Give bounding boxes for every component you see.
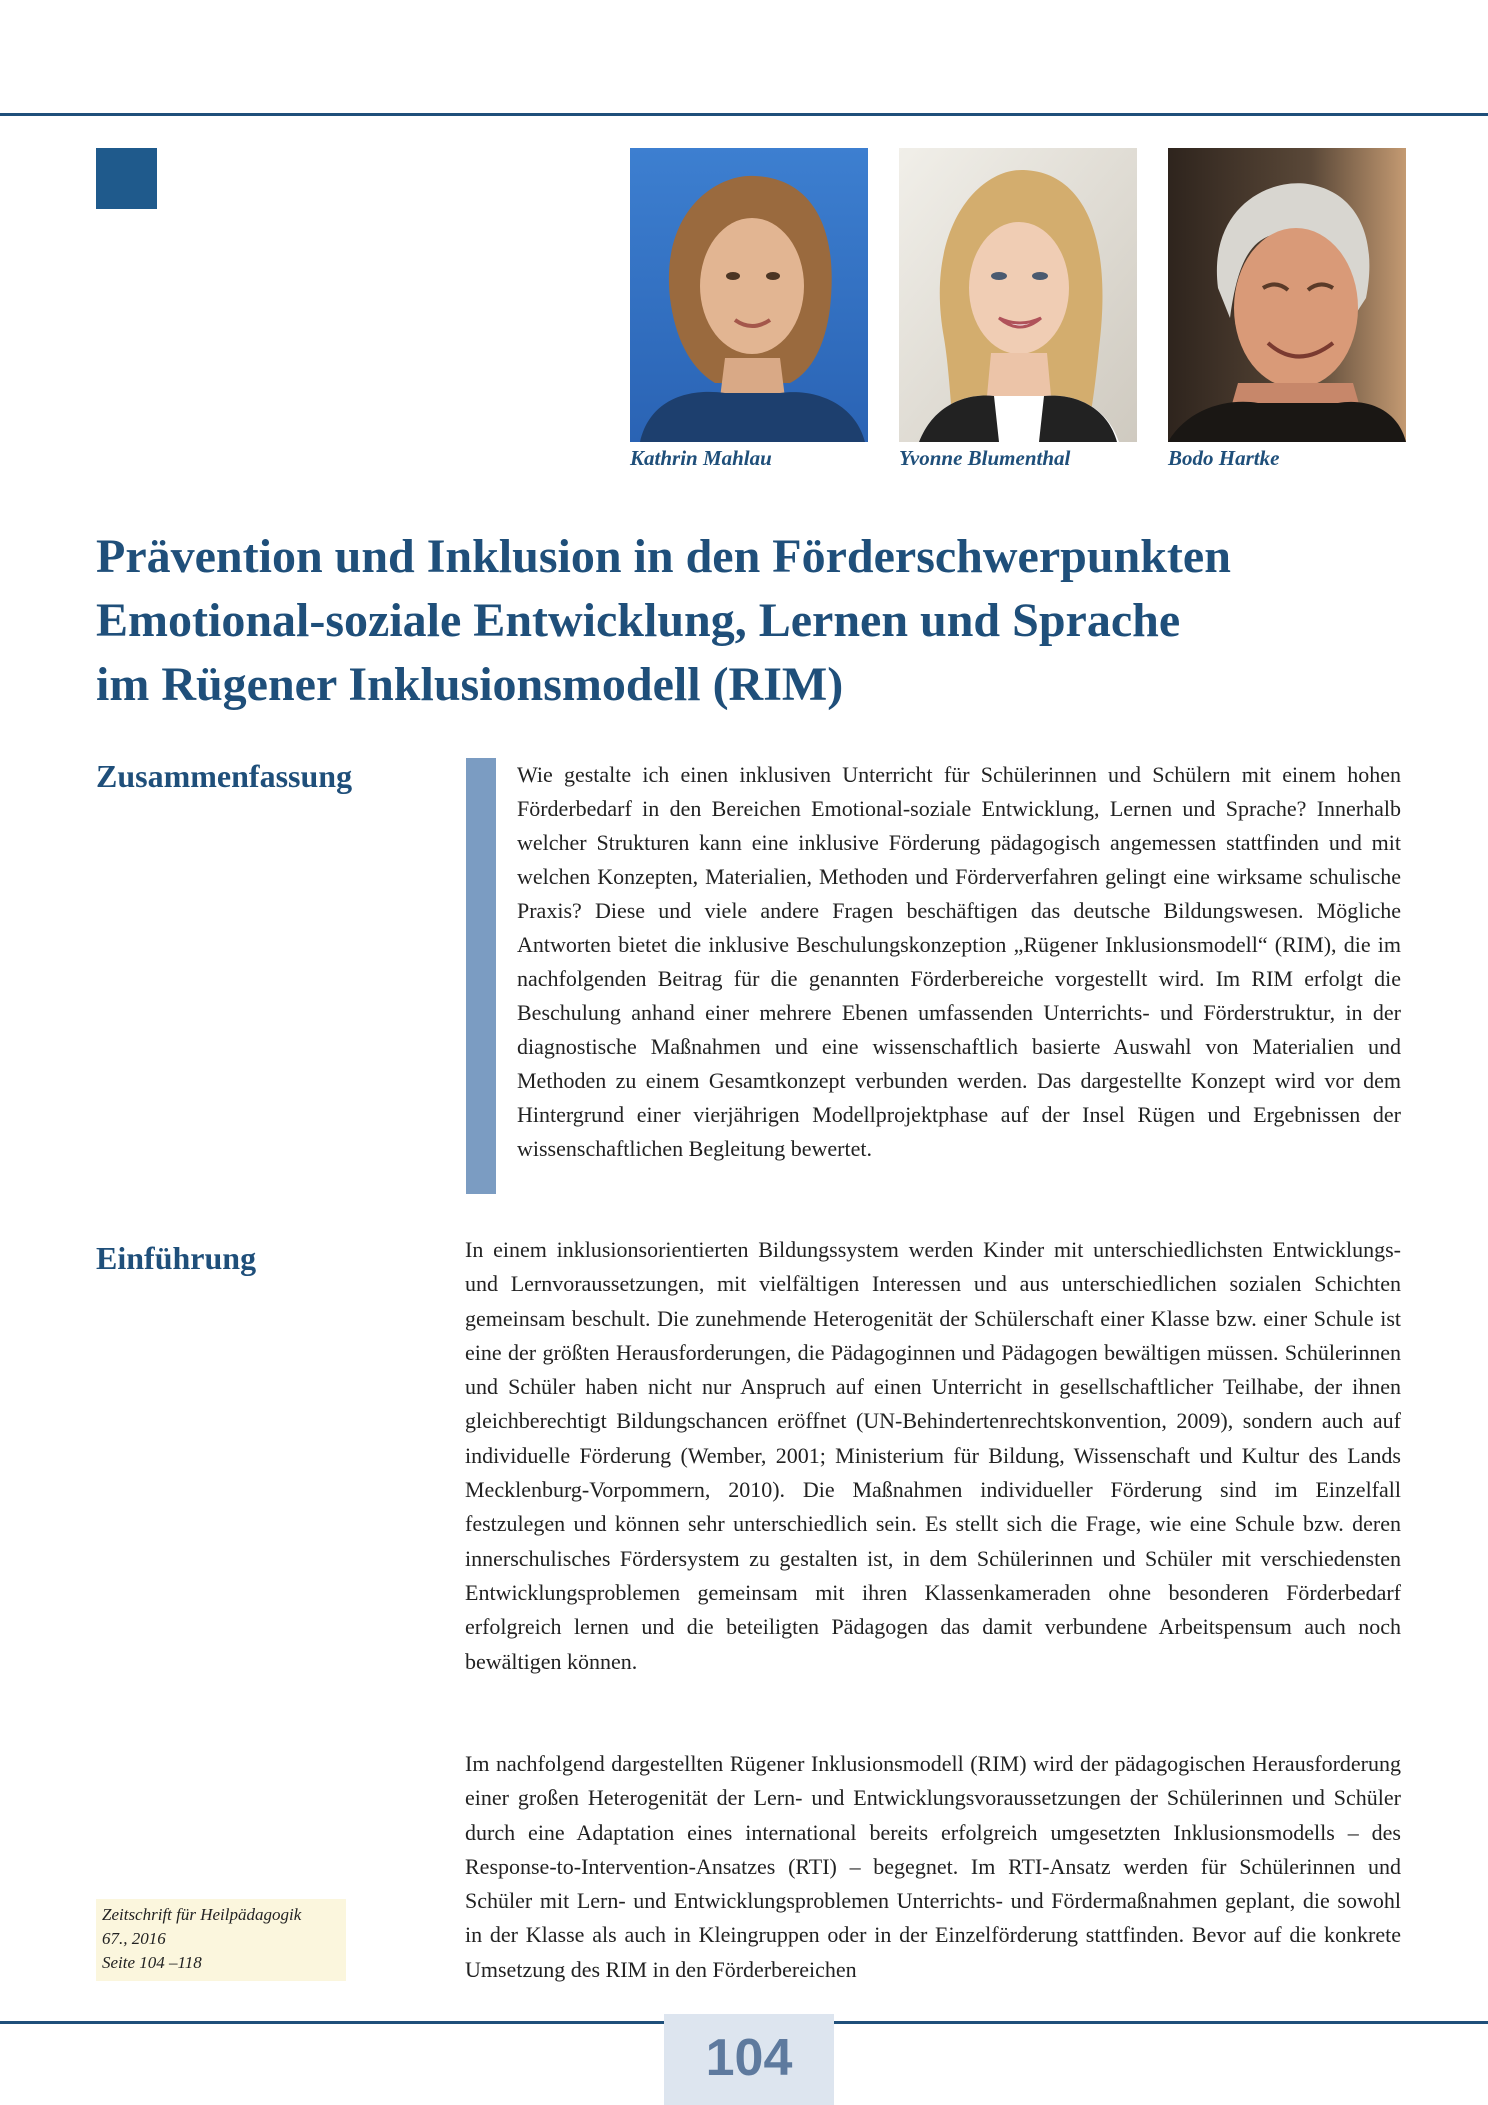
author-photo <box>899 148 1137 442</box>
intro-paragraph-1: In einem inklusionsorientierten Bildungssystem werden Kinder mit unterschiedlichsten Entwicklungs- und Lernvoraussetzungen, mit vielfältigen Interessen und aus unterschiedlichen sozialen Schichten gemeinsam beschult. Die zunehmende Heterogenität der Schülerschaft einer Klasse bzw. einer Schule ist eine der größten Herausforderungen, die Pädagoginnen und Pädagogen bewältigen müssen. Schülerinnen und Schüler haben nicht nur Anspruch auf einen Unterricht in gesellschaftlicher Teilhabe, der ihnen gleichberechtigt Bildungschancen eröffnet (UN-Behindertenrechtskonvention, 2009), sondern auch auf individuelle Förderung (Wember, 2001; Ministerium für Bildung, Wissenschaft und Kultur des Lands Mecklenburg-Vorpommern, 2010). Die Maßnahmen individueller Förderung sind im Einzelfall festzulegen und können sehr unterschiedlich sein. Es stellt sich die Frage, wie eine Schule bzw. deren innerschulisches Fördersystem zu gestalten ist, in dem Schülerinnen und Schüler mit verschiedensten Entwicklungsproblemen gemeinsam mit ihren Klassenkameraden ohne besonderen Förderbedarf erfolgreich lernen und die beteiligten Pädagogen das damit verbundene Arbeitspensum auch noch bewältigen können. <box>465 1237 1401 1674</box>
portrait-image <box>630 148 868 442</box>
portrait-image <box>899 148 1137 442</box>
portrait-image <box>1168 148 1406 442</box>
intro-heading: Einführung <box>96 1240 257 1276</box>
journal-name: Zeitschrift für Heilpädagogik <box>102 1905 302 1924</box>
author-photo <box>1168 148 1406 442</box>
abstract-bar <box>466 758 496 1194</box>
decorative-square <box>96 148 157 209</box>
summary-heading: Zusammenfassung <box>96 758 353 794</box>
title-line: Prävention und Inklusion in den Förderschwerpunkten <box>96 530 1231 583</box>
author-name: Yvonne Blumenthal <box>899 446 1071 470</box>
journal-citation <box>96 1899 346 1981</box>
author-name: Bodo Hartke <box>1168 446 1280 470</box>
intro-paragraph-2: Im nachfolgend dargestellten Rügener Inklusionsmodell (RIM) wird der pädagogischen Herausforderung einer großen Heterogenität der Lern- und Entwicklungsvoraussetzungen der Schülerinnen und Schüler durch eine Adaptation eines international bereits erfolgreich umgesetzten Inklusionsmodells – des Response-to-Intervention-Ansatzes (RTI) – begegnet. Im RTI-Ansatz werden für Schülerinnen und Schüler mit Lern- und Entwicklungsproblemen Unterrichts- und Fördermaßnahmen geplant, die sowohl in der Klasse als auch in Kleingruppen oder in der Einzelförderung stattfinden. Bevor auf die konkrete Umsetzung des RIM in den Förderbereichen <box>465 1751 1401 1982</box>
abstract-text: Wie gestalte ich einen inklusiven Unterricht für Schülerinnen und Schülern mit einem hohen Förderbedarf in den Bereichen Emotional-soziale Entwicklung, Lernen und Sprache? Innerhalb welcher Strukturen kann eine inklusive Förderung pädagogisch angemessen stattfinden und mit welchen Konzepten, Materialien, Methoden und Förderverfahren gelingt eine wirksame schulische Praxis? Diese und viele andere Fragen beschäftigen das deutsche Bildungswesen. Mögliche Antworten bietet die inklusive Beschulungskonzeption „Rügener Inklusionsmodell“ (RIM), die im nachfolgenden Beitrag für die genannten Förderbereiche vorgestellt wird. Im RIM erfolgt die Beschulung anhand einer mehrere Ebenen umfassenden Unterrichts- und Förderstruktur, in der diagnostische Maßnahmen und eine wissenschaftlich basierte Auswahl von Materialien und Methoden zu einem Gesamtkonzept verbunden werden. Das dargestellte Konzept wird vor dem Hintergrund einer vierjährigen Modellprojektphase auf der Insel Rügen und Ergebnissen der wissenschaftlichen Begleitung bewertet. <box>517 762 1401 1161</box>
author-photo <box>630 148 868 442</box>
journal-pages: Seite 104 –118 <box>102 1953 202 1972</box>
author-yvonne-blumenthal <box>899 148 1137 471</box>
top-rule <box>0 113 1488 116</box>
author-name: Kathrin Mahlau <box>630 446 772 470</box>
page-number: 104 <box>705 2029 793 2087</box>
page-number-box <box>664 2014 834 2105</box>
title-line: im Rügener Inklusionsmodell (RIM) <box>96 658 844 711</box>
article-title <box>96 525 1396 717</box>
author-kathrin-mahlau <box>630 148 868 471</box>
journal-volume: 67., 2016 <box>102 1929 166 1948</box>
author-bodo-hartke <box>1168 148 1406 471</box>
title-line: Emotional-soziale Entwicklung, Lernen und Sprache <box>96 594 1181 647</box>
